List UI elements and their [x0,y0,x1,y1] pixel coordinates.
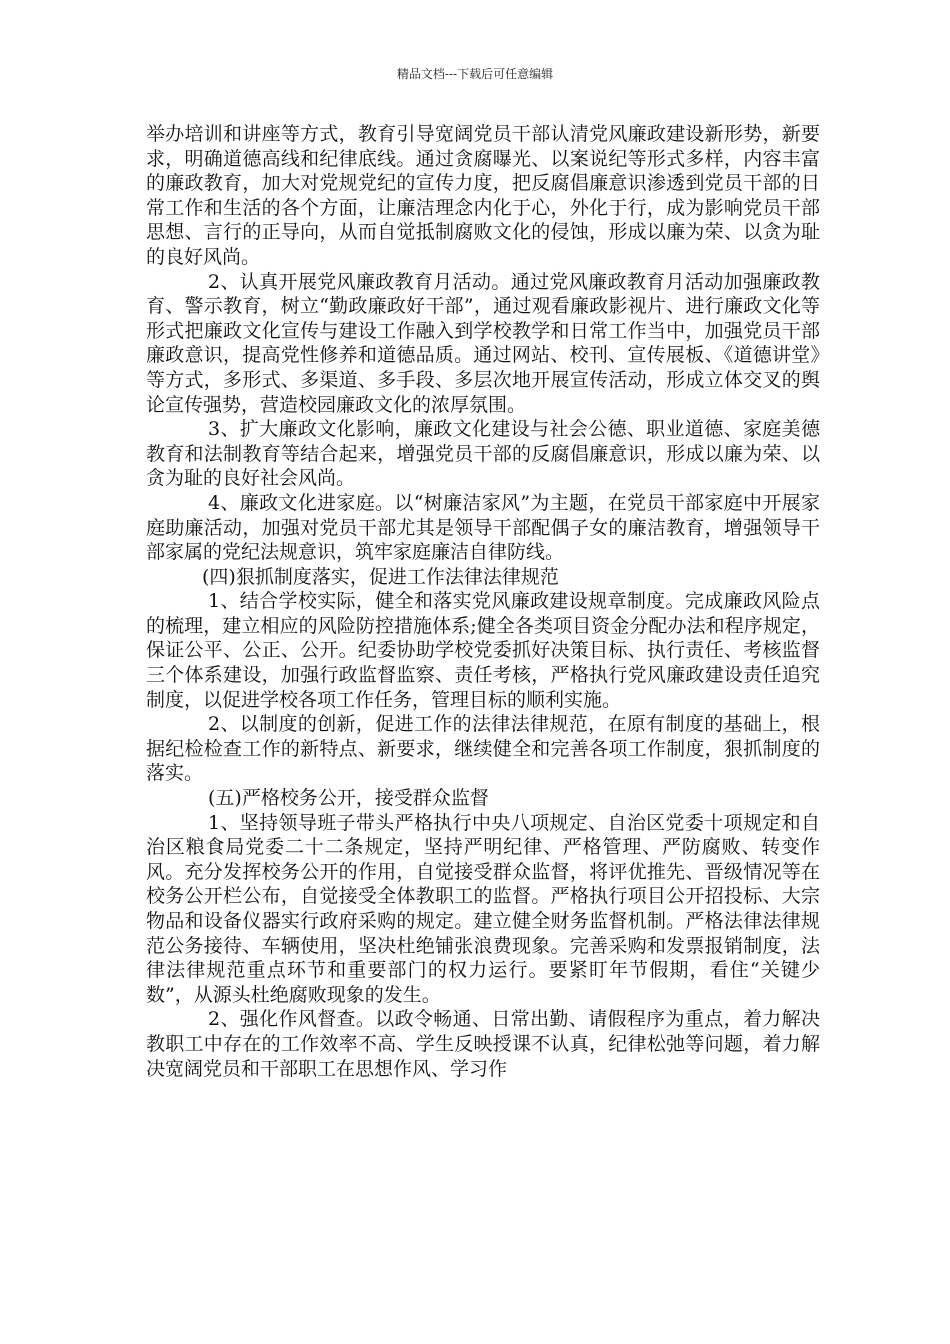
paragraph-item-4: 4、廉政文化进家庭。以“树廉洁家风”为主题，在党员干部家庭中开展家庭助廉活动，加强对党员干部尤其是领导干部配偶子女的廉洁教育，增强领导干部家属的党纪法规意识，筑牢家庭廉洁自律防线。 [146,491,820,564]
paragraph-item-3: 3、扩大廉政文化影响，廉政文化建设与社会公德、职业道德、家庭美德教育和法制教育等结合起来，增强党员干部的反腐倡廉意识，形成以廉为荣、以贪为耻的良好社会风尚。 [146,418,820,490]
paragraph-item-1: 1、结合学校实际，健全和落实党风廉政建设规章制度。完成廉政风险点的梳理，建立相应的风险防控措施体系;健全各类项目资金分配办法和程序规定，保证公平、公正、公开。纪委协助学校党委抓好决策目标、执行责任、考核监督三个体系建设，加强行政监督监察、责任考核，严格执行党风廉政建设责任追究制度，以促进学校各项工作任务，管理目标的顺利实施。 [146,590,820,711]
section-heading-5: (五)严格校务公开，接受群众监督 [208,787,489,810]
paragraph-item-2c: 2、强化作风督查。以政令畅通、日常出勤、请假程序为重点，着力解决教职工中存在的工作效率不高、学生反映授课不认真，纪律松弛等问题，着力解决宽阔党员和干部职工在思想作风、学习作 [146,1008,820,1080]
paragraph-item-1b: 1、坚持领导班子带头严格执行中央八项规定、自治区党委十项规定和自治区粮食局党委二十二条规定，坚持严明纪律、严格管理、严防腐败、转变作风。充分发挥校务公开的作用，自觉接受群众监督，将评优推先、晋级情况等在校务公开栏公布，自觉接受全体教职工的监督。严格执行项目公开招投标、大宗物品和设备仪器实行政府采购的规定。建立健全财务监督机制。严格法律法律规范公务接待、车辆使用，坚决杜绝铺张浪费现象。完善采购和发票报销制度，法律法律规范重点环节和重要部门的权力运行。要紧盯年节假期，看住“关键少数”，从源头杜绝腐败现象的发生。 [146,811,820,1006]
paragraph-item-2b: 2、以制度的创新，促进工作的法律法律规范，在原有制度的基础上，根据纪检检查工作的新特点、新要求，继续健全和完善各项工作制度，狠抓制度的落实。 [146,713,820,785]
document-body [146,122,820,1081]
page-header: 精品文档---下载后可任意编辑 [396,67,554,81]
section-heading-4: (四)狠抓制度落实，促进工作法律法律规范 [202,565,559,588]
paragraph-item-2: 2、认真开展党风廉政教育月活动。通过党风廉政教育月活动加强廉政教育、警示教育，树立“勤政廉政好干部”，通过观看廉政影视片、进行廉政文化等形式把廉政文化宣传与建设工作融入到学校教学和日常工作当中，加强党员干部廉政意识，提高党性修养和道德品质。通过网站、校刊、宣传展板、《道德讲堂》等方式，多形式、多渠道、多手段、多层次地开展宣传活动，形成立体交叉的舆论宣传强势，营造校园廉政文化的浓厚氛围。 [146,270,820,416]
paragraph-continuation: 举办培训和讲座等方式，教育引导宽阔党员干部认清党风廉政建设新形势，新要求，明确道德高线和纪律底线。通过贪腐曝光、以案说纪等形式多样，内容丰富的廉政教育，加大对党规党纪的宣传力度，把反腐倡廉意识渗透到党员干部的日常工作和生活的各个方面，让廉洁理念内化于心，外化于行，成为影响党员干部思想、言行的正导向，从而自觉抵制腐败文化的侵蚀，形成以廉为荣、以贪为耻的良好风尚。 [146,123,820,268]
